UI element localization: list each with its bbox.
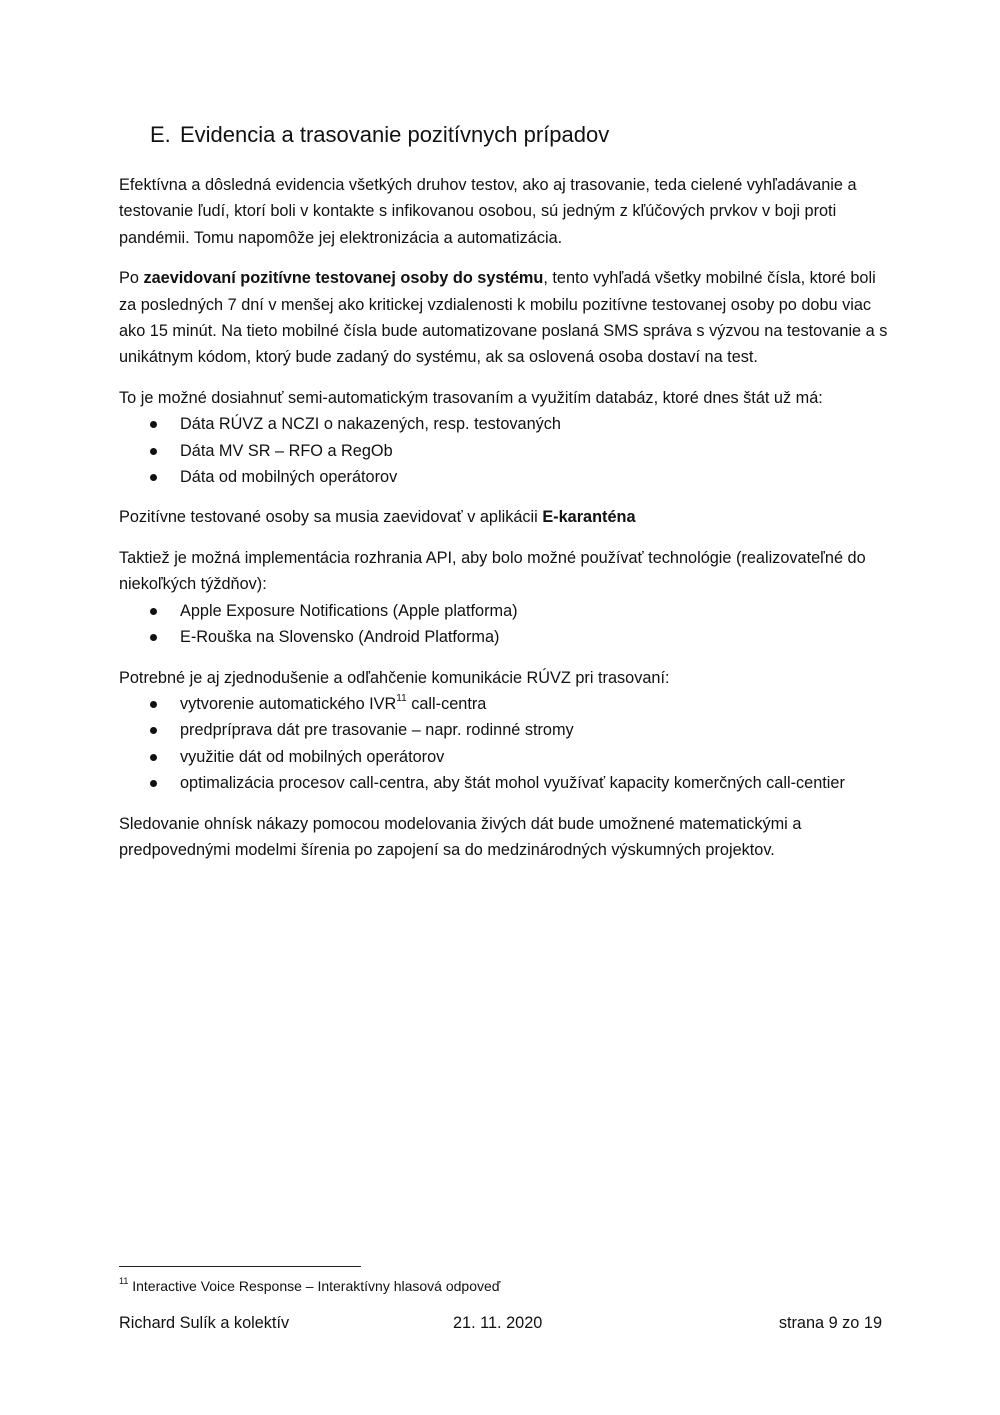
list-item [119, 464, 889, 490]
bullet-icon [150, 701, 157, 708]
list-item-text-suffix: call-centra [406, 694, 487, 713]
section-body [119, 172, 889, 877]
list-item-text: Dáta RÚVZ a NCZI o nakazených, resp. testovaných [180, 415, 561, 434]
bullet-icon [150, 608, 157, 615]
list-item-text: Apple Exposure Notifications (Apple platforma) [180, 601, 518, 620]
footer-author: Richard Sulík a kolektív [119, 1314, 290, 1332]
list-item [119, 744, 889, 770]
list-item [119, 691, 889, 717]
communication-list [119, 691, 889, 797]
list-item-text: predpríprava dát pre trasovanie – napr. rodinné stromy [180, 721, 574, 740]
paragraph-ekarantena-prefix: Pozitívne testované osoby sa musia zaevidovať v aplikácii [119, 508, 543, 527]
bullet-icon [150, 754, 157, 761]
footnote-text: Interactive Voice Response – Interaktívny hlasová odpoveď [128, 1278, 501, 1294]
bullet-icon [150, 448, 157, 455]
list-item [119, 438, 889, 464]
paragraph-api: Taktiež je možná implementácia rozhrania API, aby bolo možné používať technológie (realizovateľné do niekoľkých týždňov): [119, 548, 866, 594]
paragraph-registration-bold: zaevidovaní pozitívne testovanej osoby do systému [143, 269, 544, 288]
list-item [119, 411, 889, 437]
list-item-text: Dáta MV SR – RFO a RegOb [180, 441, 393, 460]
footnote [119, 1277, 500, 1295]
paragraph-registration-prefix: Po [119, 269, 144, 288]
paragraph-ekarantena [119, 504, 889, 530]
paragraph-modelling: Sledovanie ohnísk nákazy pomocou modelovania živých dát bude umožnené matematickými a predpovednými modelmi šírenia po zapojení sa do medzinárodných výskumných projektov. [119, 814, 802, 859]
bullet-icon [150, 634, 157, 641]
list-item-text: E-Rouška na Slovensko (Android Platforma) [180, 628, 500, 647]
paragraph-intro: Efektívna a dôsledná evidencia všetkých druhov testov, ako aj trasovanie, teda cielené vyhľadávanie a testovanie ľudí, ktorí boli v kontakte s infikovanou osobou, sú jedným z kľúčových prvkov v boji proti pandémii. Tomu napomôže jej elektronizácia a automatizácia. [119, 176, 857, 247]
bullet-icon [150, 727, 157, 734]
list-item-text: využitie dát od mobilných operátorov [180, 747, 445, 766]
footer-date: 21. 11. 2020 [453, 1314, 543, 1332]
section-number: E. [150, 122, 171, 147]
list-item [119, 598, 889, 624]
paragraph-communication: Potrebné je aj zjednodušenie a odľahčenie komunikácie RÚVZ pri trasovaní: [119, 668, 670, 687]
list-item-text: optimalizácia procesov call-centra, aby štát mohol využívať kapacity komerčných call-centier [180, 774, 845, 793]
footnote-reference: 11 [396, 693, 407, 705]
databases-list [119, 411, 889, 490]
section-heading [150, 121, 609, 149]
list-item [119, 717, 889, 743]
paragraph-databases: To je možné dosiahnuť semi-automatickým trasovaním a využitím databáz, ktoré dnes štát už má: [119, 388, 823, 407]
paragraph-registration-rest: , tento vyhľadá všetky mobilné čísla, ktoré boli za posledných 7 dní v menšej ako kritickej vzdialenosti k mobilu pozitívne testovanej osoby po dobu viac ako 15 minút. Na tieto mobilné čísla bude automatizovane poslaná SMS správa s výzvou na testovanie a s unikátnym kódom, ktorý bude zadaný do systému, ak sa oslovená osoba dostaví na test. [119, 269, 888, 367]
bullet-icon [150, 474, 157, 481]
bullet-icon [150, 421, 157, 428]
technologies-list [119, 598, 889, 651]
footnote-divider [119, 1266, 361, 1267]
bullet-icon [150, 780, 157, 787]
list-item-text: vytvorenie automatického IVR [180, 694, 397, 713]
footer-page-number: strana 9 zo 19 [778, 1314, 882, 1332]
footnote-number: 11 [119, 1276, 129, 1287]
list-item [119, 770, 889, 796]
list-item [119, 624, 889, 650]
section-title: Evidencia a trasovanie pozitívnych prípadov [180, 122, 610, 147]
paragraph-ekarantena-bold: E-karanténa [542, 508, 636, 527]
paragraph-registration [119, 265, 889, 371]
list-item-text: Dáta od mobilných operátorov [180, 468, 398, 487]
